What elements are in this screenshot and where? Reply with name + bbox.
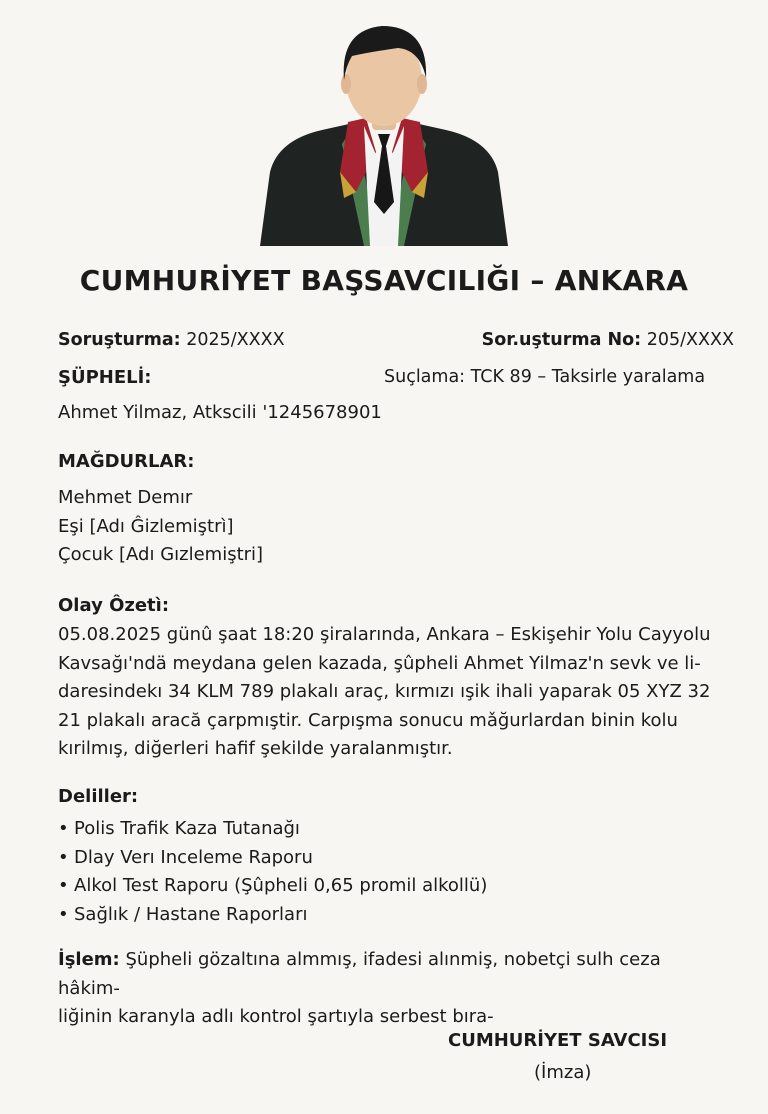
- summary-heading: Olay Ôzetì:: [58, 595, 170, 616]
- action-line: liğinin karanyla adlı kontrol şartıyla serbest bıra-: [58, 1006, 494, 1027]
- action-label: İşlem:: [58, 949, 120, 970]
- victim-item: Çocuk [Adı Gızlemiştri]: [58, 544, 264, 565]
- summary-line: kırilmış, diğerleri hafif şekilde yaralanmıştır.: [58, 738, 453, 759]
- evidence-item: • Alkol Test Raporu (Şûpheli 0,65 promil alkollü): [58, 875, 488, 896]
- evidence-item: • Polis Trafik Kaza Tutanağı: [58, 818, 300, 839]
- signature-title: CUMHURİYET SAVCISI: [448, 1030, 668, 1051]
- investigation-no-value: 205/XXXX: [646, 330, 734, 350]
- evidence-heading: Deliller:: [58, 786, 139, 807]
- investigation-no-label: Sor.uşturma No:: [481, 330, 642, 350]
- summary-line: daresindekı 34 KLM 789 plakalı araç, kırmızı ışik ihali yaparak 05 XYZ 32: [58, 681, 711, 702]
- investigation-no-line: [482, 330, 734, 350]
- action-line: İşlem: Şüpheli gözaltına almmış, ifadesi alınmiş, nobetçi sulh ceza hâkim-: [58, 949, 661, 999]
- suspect-label: ŞÜPHELİ:: [58, 367, 152, 388]
- evidence-item: • Dlay Verı Inceleme Raporu: [58, 846, 313, 868]
- investigation-label: Soruşturma:: [58, 330, 181, 350]
- summary-line: Kavsağı'ndä meydana gelen kazada, şûpheli Ahmet Yilmaz'n sevk ve li-: [58, 652, 701, 674]
- prosecutor-portrait-illustration: [258, 22, 510, 248]
- signature-note: (İmza): [534, 1062, 592, 1083]
- charge-text: Suçlama: TCK 89 – Taksirle yaralama: [384, 367, 706, 387]
- office-title: CUMHURİYET BAŞSAVCILIĞI – ANKARA: [79, 264, 689, 297]
- action-text: [58, 946, 718, 1032]
- investigation-line: [58, 330, 285, 350]
- evidence-list: [58, 815, 487, 929]
- suspect-info: Ahmet Yilmaz, Atkscili '1245678901: [58, 402, 382, 423]
- summary-line: 05.08.2025 günû şaat 18:20 şiralarında, Ankara – Eskişehir Yolu Cayyolu: [58, 624, 711, 645]
- victims-heading: MAĞDURLAR:: [58, 451, 195, 472]
- victim-item: Eşi [Adı Ĝizlemiştrì]: [58, 515, 234, 537]
- summary-text: [58, 621, 718, 764]
- evidence-item: • Sağlık / Hastane Raporları: [58, 903, 308, 925]
- summary-line: 21 plakalı aracă çarpmıştir. Carpışma sonucu mǎğurlardan binin kolu: [58, 709, 678, 731]
- victims-list: [58, 484, 263, 570]
- victim-item: Mehmet Demır: [58, 487, 193, 508]
- investigation-value: 2025/XXXX: [186, 330, 285, 350]
